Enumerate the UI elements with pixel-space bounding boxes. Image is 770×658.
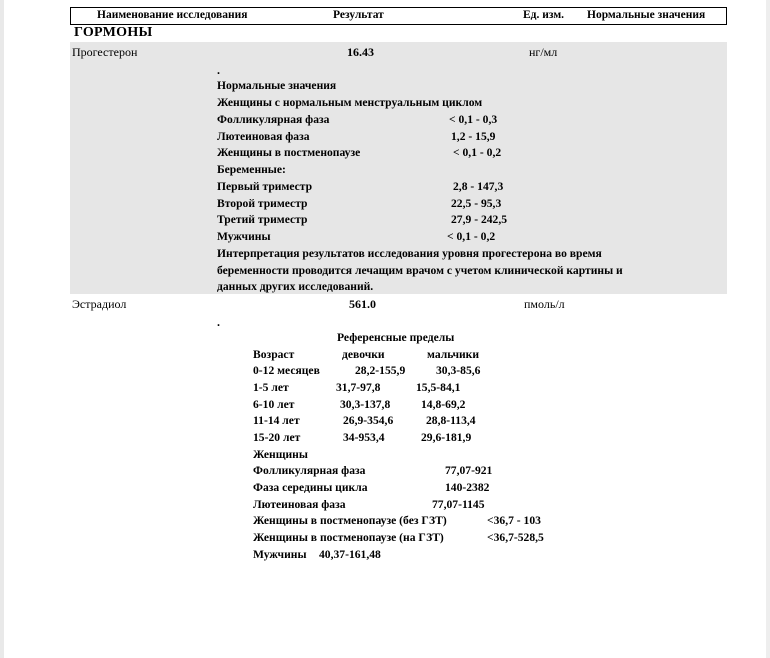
- age-row-boys: 15,5-84,1: [416, 381, 461, 394]
- progesterone-value: 16.43: [347, 45, 374, 59]
- section-title: ГОРМОНЫ: [74, 25, 153, 40]
- women-row-range: 77,07-1145: [432, 498, 485, 511]
- progesterone-note-line: беременности проводится лечащим врачом с учетом клинической картины и: [217, 264, 623, 277]
- age-row-age: 15-20 лет: [253, 431, 301, 444]
- age-row-age: 11-14 лет: [253, 414, 300, 427]
- women-row-label: Женщины в постменопаузе (на ГЗТ): [253, 531, 444, 544]
- estradiol-ref-title: Референсные пределы: [337, 331, 455, 344]
- progesterone-row-label: Лютеиновая фаза: [217, 130, 310, 143]
- age-row-girls: 30,3-137,8: [340, 398, 391, 411]
- progesterone-note-line: данных других исследований.: [217, 280, 374, 293]
- estradiol-value: 561.0: [349, 297, 376, 311]
- header-col-name: Наименование исследования: [97, 9, 248, 21]
- age-row-boys: 14,8-69,2: [421, 398, 466, 411]
- estradiol-women-title: Женщины: [253, 448, 308, 461]
- pregnant-row-label: Первый триместр: [217, 180, 313, 193]
- estradiol-col-girls: девочки: [342, 348, 385, 361]
- progesterone-row-range: 1,2 - 15,9: [451, 130, 496, 143]
- pregnant-row-range: 22,5 - 95,3: [451, 197, 502, 210]
- age-row-boys: 28,8-113,4: [426, 414, 476, 427]
- header-col-unit: Ед. изм.: [523, 9, 565, 21]
- pregnant-row-range: < 0,1 - 0,2: [447, 230, 496, 243]
- age-row-girls: 26,9-354,6: [343, 414, 394, 427]
- pregnant-row-label: Второй триместр: [217, 197, 308, 210]
- progesterone-row-label: Фолликулярная фаза: [217, 113, 330, 126]
- progesterone-row-range: < 0,1 - 0,3: [449, 113, 498, 126]
- women-row-range: 77,07-921: [445, 464, 493, 477]
- estradiol-men-label: Мужчины: [253, 548, 307, 561]
- progesterone-norms-title: Нормальные значения: [217, 79, 337, 92]
- progesterone-unit: нг/мл: [529, 45, 558, 59]
- progesterone-row-label: Женщины в постменопаузе: [217, 146, 361, 159]
- age-row-boys: 30,3-85,6: [436, 364, 481, 377]
- women-row-range: <36,7 - 103: [487, 514, 541, 527]
- women-row-label: Фолликулярная фаза: [253, 464, 366, 477]
- women-row-range: <36,7-528,5: [487, 531, 544, 544]
- pregnant-row-range: 27,9 - 242,5: [451, 213, 508, 226]
- pregnant-row-range: 2,8 - 147,3: [453, 180, 504, 193]
- estradiol-unit: пмоль/л: [524, 297, 565, 311]
- progesterone-name: Прогестерон: [72, 45, 138, 59]
- age-row-girls: 34-953,4: [343, 431, 385, 444]
- pregnant-row-label: Третий триместр: [217, 213, 308, 226]
- estradiol-name: Эстрадиол: [72, 297, 127, 311]
- age-row-age: 1-5 лет: [253, 381, 289, 394]
- age-row-age: 6-10 лет: [253, 398, 295, 411]
- age-row-boys: 29,6-181,9: [421, 431, 472, 444]
- header-col-result: Результат: [333, 9, 384, 21]
- progesterone-normal-cycle-title: Женщины с нормальным менструальным циклом: [217, 96, 483, 109]
- women-row-range: 140-2382: [445, 481, 490, 494]
- age-row-girls: 28,2-155,9: [355, 364, 406, 377]
- page-edge-left: [0, 0, 4, 658]
- pregnant-row-label: Мужчины: [217, 230, 271, 243]
- women-row-label: Фаза середины цикла: [253, 481, 368, 494]
- table-header: [70, 7, 727, 25]
- page-edge-right: [766, 0, 770, 658]
- estradiol-col-age: Возраст: [253, 348, 295, 361]
- estradiol-col-boys: мальчики: [427, 348, 480, 361]
- progesterone-row-range: < 0,1 - 0,2: [453, 146, 502, 159]
- header-col-norm: Нормальные значения: [587, 9, 706, 21]
- age-row-age: 0-12 месяцев: [253, 364, 320, 377]
- women-row-label: Лютеиновая фаза: [253, 498, 346, 511]
- age-row-girls: 31,7-97,8: [336, 381, 381, 394]
- progesterone-note-line: Интерпретация результатов исследования уровня прогестерона во время: [217, 247, 602, 260]
- women-row-label: Женщины в постменопаузе (без ГЗТ): [253, 514, 447, 527]
- progesterone-marker: .: [217, 63, 220, 77]
- progesterone-pregnant-title: Беременные:: [217, 163, 286, 176]
- estradiol-men-range: 40,37-161,48: [319, 548, 381, 561]
- estradiol-marker: .: [217, 315, 220, 329]
